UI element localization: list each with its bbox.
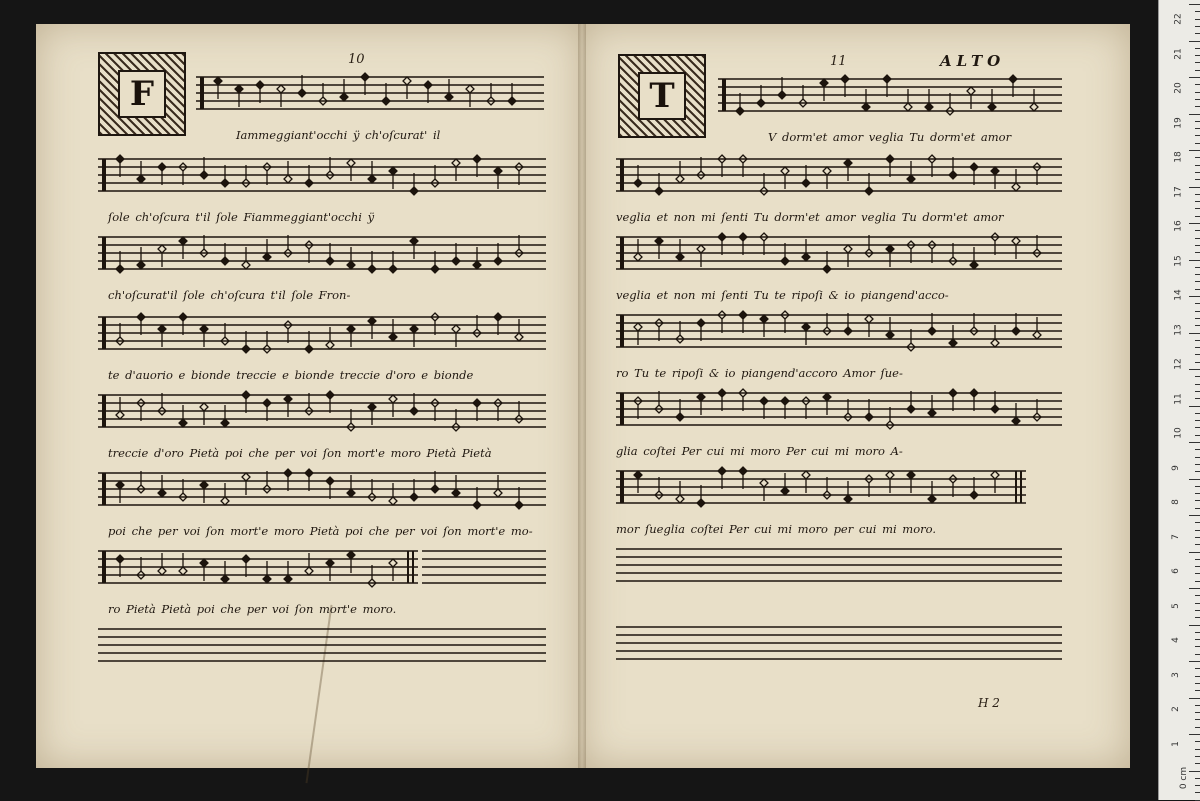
ruler-tick <box>1189 552 1200 553</box>
ruler-tick <box>1195 581 1200 582</box>
ruler-tick <box>1189 296 1200 297</box>
ruler-label: 6 <box>1170 568 1181 574</box>
ruler-label: 10 <box>1173 427 1184 439</box>
ruler-tick <box>1195 384 1200 385</box>
music-staff <box>422 544 546 598</box>
initial-letter: T <box>649 76 675 116</box>
ruler-tick <box>1195 544 1200 545</box>
ruler-tick <box>1195 508 1200 509</box>
ruler-label: 9 <box>1170 464 1181 471</box>
ruler-tick <box>1195 427 1200 428</box>
ruler-tick <box>1195 646 1200 647</box>
page-number: 11 <box>830 54 847 69</box>
ruler-tick <box>1195 741 1200 742</box>
music-staff <box>98 388 546 442</box>
music-staff <box>718 72 1062 126</box>
ruler-label: 20 <box>1173 82 1184 94</box>
lyric-line: poi che per voi ſon mort'e moro Pietà poi che per voi ſon mort'e mo- <box>108 524 533 538</box>
ruler-label: 8 <box>1170 499 1181 505</box>
music-staff <box>98 310 546 364</box>
music-staff <box>616 230 1062 284</box>
music-staff <box>616 386 1062 440</box>
ruler-tick <box>1195 683 1200 684</box>
ruler-tick <box>1195 70 1200 71</box>
ruler-tick <box>1195 172 1200 173</box>
ruler-tick <box>1195 55 1200 56</box>
ruler-tick <box>1195 603 1200 604</box>
decorated-initial-f <box>98 52 186 136</box>
ruler-tick <box>1195 727 1200 728</box>
ruler-tick <box>1195 311 1200 312</box>
ruler-label: 2 <box>1170 706 1181 712</box>
ruler-tick <box>1189 734 1200 735</box>
ruler-tick <box>1195 756 1200 757</box>
ruler-tick <box>1195 318 1200 319</box>
ruler-tick <box>1195 500 1200 501</box>
ruler-tick <box>1195 719 1200 720</box>
ruler-tick <box>1195 486 1200 487</box>
left-page <box>36 24 582 768</box>
music-staff <box>616 542 1062 596</box>
lyric-line: ro Tu te ripoſi & io piangend'accoro Amor ſue- <box>616 366 903 380</box>
ruler-tick <box>1195 238 1200 239</box>
lyric-line: V dorm'et amor veglia Tu dorm'et amor <box>768 130 1012 144</box>
signature-mark: H 2 <box>978 696 1000 710</box>
ruler-tick <box>1195 354 1200 355</box>
ruler-tick <box>1189 333 1200 334</box>
ruler-tick <box>1189 187 1200 188</box>
lyric-line: veglia et non mi ſenti Tu dorm'et amor veglia Tu dorm'et amor <box>616 210 1004 224</box>
ruler-label: 5 <box>1170 602 1181 609</box>
ruler-tick <box>1195 84 1200 85</box>
ruler-tick <box>1195 267 1200 268</box>
ruler-tick <box>1195 201 1200 202</box>
ruler-tick <box>1195 135 1200 136</box>
ruler-label: 18 <box>1173 151 1184 163</box>
ruler-tick <box>1195 420 1200 421</box>
ruler-tick <box>1195 325 1200 326</box>
music-staff <box>616 308 1062 362</box>
music-staff <box>616 620 1062 674</box>
music-staff <box>98 230 546 284</box>
ruler-tick <box>1195 530 1200 531</box>
ruler-label: 17 <box>1173 185 1184 198</box>
ruler-tick <box>1195 449 1200 450</box>
ruler-tick <box>1195 493 1200 494</box>
ruler-tick <box>1195 143 1200 144</box>
ruler-tick <box>1195 48 1200 49</box>
ruler-tick <box>1189 479 1200 480</box>
ruler-tick <box>1195 610 1200 611</box>
ruler-tick <box>1195 785 1200 786</box>
ruler-tick <box>1195 340 1200 341</box>
ruler-tick <box>1195 639 1200 640</box>
ruler-tick <box>1195 62 1200 63</box>
ruler-label: 21 <box>1173 47 1184 60</box>
ruler-label: 19 <box>1173 116 1184 129</box>
ruler-tick <box>1195 106 1200 107</box>
ruler-tick <box>1189 150 1200 151</box>
ruler-tick <box>1195 654 1200 655</box>
lyric-line: Iammeggiant'occhi ÿ ch'oſcurat' il <box>236 128 441 142</box>
ruler-tick <box>1195 749 1200 750</box>
ruler-tick <box>1189 260 1200 261</box>
book-gutter <box>578 24 586 768</box>
ruler-label: 0 cm <box>1179 766 1190 790</box>
ruler-tick <box>1195 668 1200 669</box>
music-staff <box>616 152 1062 206</box>
measurement-ruler <box>1158 0 1200 800</box>
ruler-tick <box>1195 121 1200 122</box>
ruler-tick <box>1195 26 1200 27</box>
ruler-label: 1 <box>1170 740 1181 747</box>
ruler-tick <box>1195 413 1200 414</box>
ruler-tick <box>1195 632 1200 633</box>
ruler-label: 11 <box>1173 392 1184 405</box>
ruler-label: 13 <box>1173 323 1184 336</box>
ruler-label: 4 <box>1170 637 1181 643</box>
ruler-tick <box>1195 245 1200 246</box>
ruler-tick <box>1195 566 1200 567</box>
lyric-line: ſole ch'oſcura t'il ſole Fiammeggiant'occhi ÿ <box>108 210 375 224</box>
music-staff <box>616 464 1026 518</box>
ruler-tick <box>1195 522 1200 523</box>
ruler-tick <box>1195 712 1200 713</box>
ruler-tick <box>1195 398 1200 399</box>
ruler-label: 3 <box>1170 671 1181 678</box>
ruler-tick <box>1195 464 1200 465</box>
ruler-tick <box>1195 537 1200 538</box>
ruler-tick <box>1189 223 1200 224</box>
ruler-tick <box>1195 92 1200 93</box>
ruler-label: 14 <box>1173 289 1184 301</box>
page-number: 10 <box>348 52 365 67</box>
ruler-tick <box>1195 303 1200 304</box>
ruler-tick <box>1195 165 1200 166</box>
ruler-tick <box>1195 230 1200 231</box>
ruler-tick <box>1195 573 1200 574</box>
music-staff <box>98 466 546 520</box>
ruler-tick <box>1195 617 1200 618</box>
ruler-label: 7 <box>1170 533 1181 540</box>
ruler-tick <box>1195 376 1200 377</box>
ruler-tick <box>1189 369 1200 370</box>
ruler-tick <box>1195 281 1200 282</box>
ruler-tick <box>1195 194 1200 195</box>
ruler-tick <box>1195 676 1200 677</box>
music-staff <box>98 152 546 206</box>
ruler-tick <box>1195 179 1200 180</box>
ruler-tick <box>1195 559 1200 560</box>
ruler-label: 12 <box>1173 358 1184 370</box>
ruler-tick <box>1189 625 1200 626</box>
ruler-tick <box>1189 406 1200 407</box>
music-staff <box>98 622 546 676</box>
ruler-tick <box>1195 457 1200 458</box>
ruler-tick <box>1189 771 1200 772</box>
ruler-tick <box>1195 435 1200 436</box>
voice-label: ALTO <box>940 52 1006 70</box>
lyric-line: glia coſtei Per cui mi moro Per cui mi moro A- <box>616 444 903 458</box>
ruler-tick <box>1195 471 1200 472</box>
ruler-tick <box>1195 11 1200 12</box>
ruler-tick <box>1189 41 1200 42</box>
lyric-line: veglia et non mi ſenti Tu te ripoſi & io piangend'acco- <box>616 288 949 302</box>
ruler-label: 22 <box>1173 13 1184 25</box>
ruler-tick <box>1195 216 1200 217</box>
ruler-tick <box>1189 588 1200 589</box>
ruler-tick <box>1195 289 1200 290</box>
decorated-initial-t <box>618 54 706 138</box>
lyric-line: ro Pietà Pietà poi che per voi ſon mort'e moro. <box>108 602 397 616</box>
lyric-line: treccie d'oro Pietà poi che per voi ſon mort'e moro Pietà Pietà <box>108 446 492 460</box>
right-page <box>582 24 1130 768</box>
ruler-tick <box>1195 157 1200 158</box>
ruler-tick <box>1189 4 1200 5</box>
ruler-tick <box>1195 347 1200 348</box>
ruler-tick <box>1189 698 1200 699</box>
ruler-tick <box>1195 778 1200 779</box>
ruler-tick <box>1195 19 1200 20</box>
music-staff <box>98 544 418 598</box>
ruler-tick <box>1195 690 1200 691</box>
ruler-tick <box>1195 391 1200 392</box>
ruler-tick <box>1195 99 1200 100</box>
ruler-tick <box>1189 442 1200 443</box>
ruler-label: 15 <box>1173 254 1184 267</box>
ruler-tick <box>1189 515 1200 516</box>
ruler-tick <box>1195 33 1200 34</box>
ruler-tick <box>1195 128 1200 129</box>
initial-letter: F <box>129 74 155 114</box>
ruler-tick <box>1195 595 1200 596</box>
ruler-tick <box>1195 252 1200 253</box>
music-staff <box>196 70 544 124</box>
ruler-tick <box>1189 661 1200 662</box>
ruler-tick <box>1189 114 1200 115</box>
ruler-tick <box>1195 792 1200 793</box>
lyric-line: te d'auorio e bionde treccie e bionde treccie d'oro e bionde <box>108 368 474 382</box>
ruler-tick <box>1195 763 1200 764</box>
ruler-tick <box>1189 77 1200 78</box>
ruler-tick <box>1195 705 1200 706</box>
ruler-tick <box>1195 362 1200 363</box>
lyric-line: mor ſueglia coſtei Per cui mi moro per cui mi moro. <box>616 522 937 536</box>
ruler-label: 16 <box>1173 220 1184 232</box>
ruler-tick <box>1195 274 1200 275</box>
lyric-line: ch'oſcurat'il ſole ch'oſcura t'il ſole Fron- <box>108 288 351 302</box>
ruler-tick <box>1195 208 1200 209</box>
